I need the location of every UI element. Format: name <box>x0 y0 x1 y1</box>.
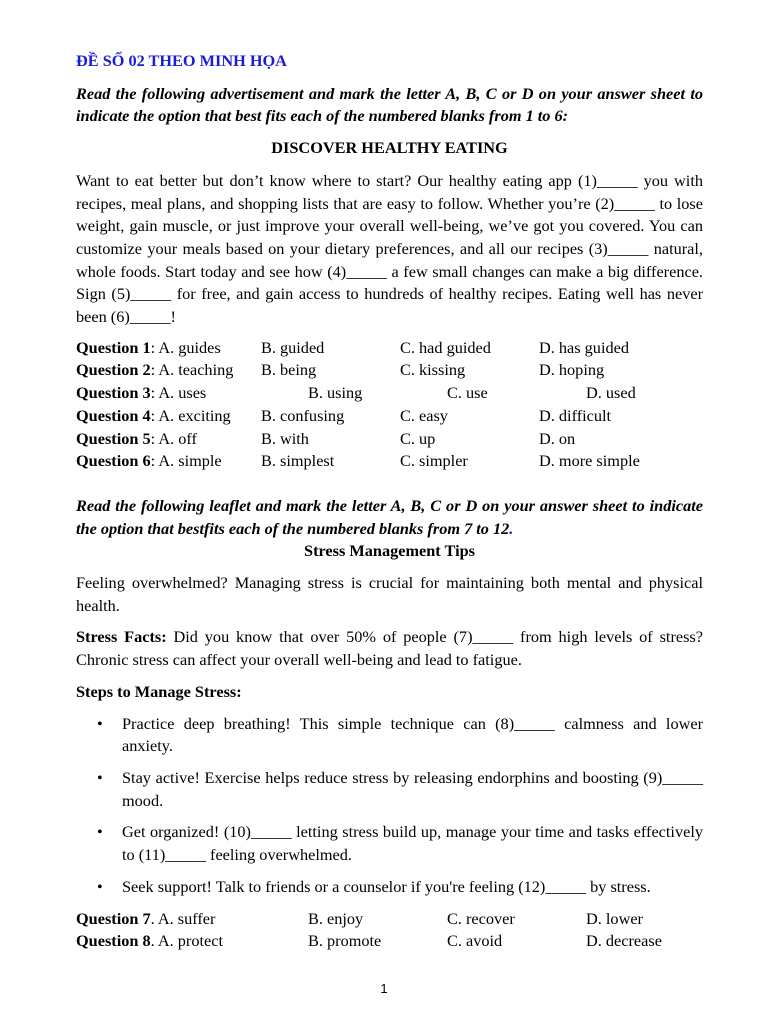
bullet-icon: • <box>97 876 103 896</box>
question-1-option-d: D. has guided <box>539 337 629 357</box>
section1-heading: DISCOVER HEALTHY EATING <box>271 138 508 158</box>
question-8-option-a: Question 8. A. protect <box>76 931 223 951</box>
question-1-option-a: Question 1: A. guides <box>76 337 221 357</box>
question-2-option-b: B. being <box>261 360 317 380</box>
question-6-option-c: C. simpler <box>400 451 468 471</box>
question-3-option-c: C. use <box>447 383 488 403</box>
question-4-option-a: Question 4: A. exciting <box>76 405 231 425</box>
question-2-option-d: D. hoping <box>539 360 605 380</box>
question-8-option-c: C. avoid <box>447 931 503 951</box>
exam-title: ĐỀ SỐ 02 THEO MINH HỌA <box>76 51 287 70</box>
question-1-option-b: B. guided <box>261 337 325 357</box>
section2-heading: Stress Management Tips <box>304 541 475 561</box>
list-item: • Get organized! (10)_____ letting stress build up, manage your time and tasks effectively to (11)_____ feeling overwhelmed. <box>97 822 703 865</box>
bullet-icon: • <box>97 822 103 842</box>
section2-intro: Feeling overwhelmed? Managing stress is crucial for maintaining both mental and physical health. <box>76 573 703 615</box>
list-item: • Seek support! Talk to friends or a counselor if you're feeling (12)_____ by stress. <box>76 876 703 899</box>
question-5-option-a: Question 5: A. off <box>76 428 197 448</box>
question-4-option-d: D. difficult <box>539 405 612 425</box>
question-7-option-b: B. enjoy <box>308 908 364 928</box>
instruction-period: . <box>509 518 514 538</box>
steps-label: Steps to Manage Stress: <box>76 681 242 701</box>
stress-facts-paragraph: Stress Facts: Did you know that over 50% of people (7)_____ from high levels of stress? Chronic stress can affect your overall well-being and lead to fatigue. <box>76 627 703 670</box>
bullet-icon: • <box>97 713 103 733</box>
question-6-option-a: Question 6: A. simple <box>76 451 222 471</box>
list-item: • Practice deep breathing! This simple technique can (8)_____ calmness and lower anxiety. <box>97 713 703 756</box>
section1-question-table <box>76 337 703 382</box>
question-label: Question 3 <box>76 383 151 403</box>
question-4-option-b: B. confusing <box>261 405 345 425</box>
question-label: Question 8 <box>76 931 151 951</box>
section1-passage: Want to eat better but don’t know where to start? Our healthy eating app (1)_____ you with recipes, meal plans, and shopping lists that are easy to follow. Whether you’re (2)_____ to lose weight, gain muscle, or just improve your overall well-being, we’ve got you covered. You can customize your meals based on your dietary preferences, and all our recipes (3)_____ natural, whole foods. Start today and see how (4)_____ a few small changes can make a big difference. Sign (5)_____ for free, and gain access to hundreds of healthy recipes. Eating well has never been (6)_____! <box>76 170 703 327</box>
question-4-option-c: C. easy <box>400 405 448 425</box>
question-label: Question 6 <box>76 451 151 471</box>
document-page <box>76 50 703 953</box>
question-8-option-d: D. decrease <box>586 931 662 951</box>
question-3-option-a: Question 3: A. uses <box>76 383 207 403</box>
list-item: • Stay active! Exercise helps reduce stress by releasing endorphins and boosting (9)_____ mood. <box>97 767 703 810</box>
question-5-option-d: D. on <box>539 428 576 448</box>
question-7-option-a: Question 7. A. suffer <box>76 908 216 928</box>
section1-instruction: Read the following advertisement and mark the letter A, B, C or D on your answer sheet to indicate the option that best fits each of the numbered blanks from 1 to 6: <box>76 83 703 126</box>
question-6-option-d: D. more simple <box>539 451 640 471</box>
question-label: Question 1 <box>76 337 151 357</box>
question-7-option-d: D. lower <box>586 908 643 928</box>
question-1-option-c: C. had guided <box>400 337 491 357</box>
question-label: Question 5 <box>76 428 151 448</box>
section1-question-table-offset <box>76 382 703 405</box>
question-5-option-c: C. up <box>400 428 436 448</box>
bullet-icon: • <box>97 767 103 787</box>
question-2-option-c: C. kissing <box>400 360 466 380</box>
page-number: 1 <box>380 981 388 996</box>
question-5-option-b: B. with <box>261 428 309 448</box>
question-3-option-d: D. used <box>586 383 636 403</box>
question-8-option-b: B. promote <box>308 931 382 951</box>
question-label: Question 2 <box>76 360 151 380</box>
steps-list <box>76 713 703 899</box>
question-label: Question 4 <box>76 405 151 425</box>
question-label: Question 7 <box>76 908 151 928</box>
question-7-option-c: C. recover <box>447 908 515 928</box>
question-2-option-a: Question 2: A. teaching <box>76 360 234 380</box>
question-6-option-b: B. simplest <box>261 451 335 471</box>
question-3-option-b: B. using <box>308 383 363 403</box>
section2-question-table <box>76 908 703 953</box>
stress-facts-label: Stress Facts: <box>76 627 167 647</box>
section2-instruction: Read the following leaflet and mark the letter A, B, C or D on your answer sheet to indicate the option that bestfits each of the numbered blanks from 7 to 12. <box>76 495 703 538</box>
section1-question-table-rest <box>76 405 703 473</box>
